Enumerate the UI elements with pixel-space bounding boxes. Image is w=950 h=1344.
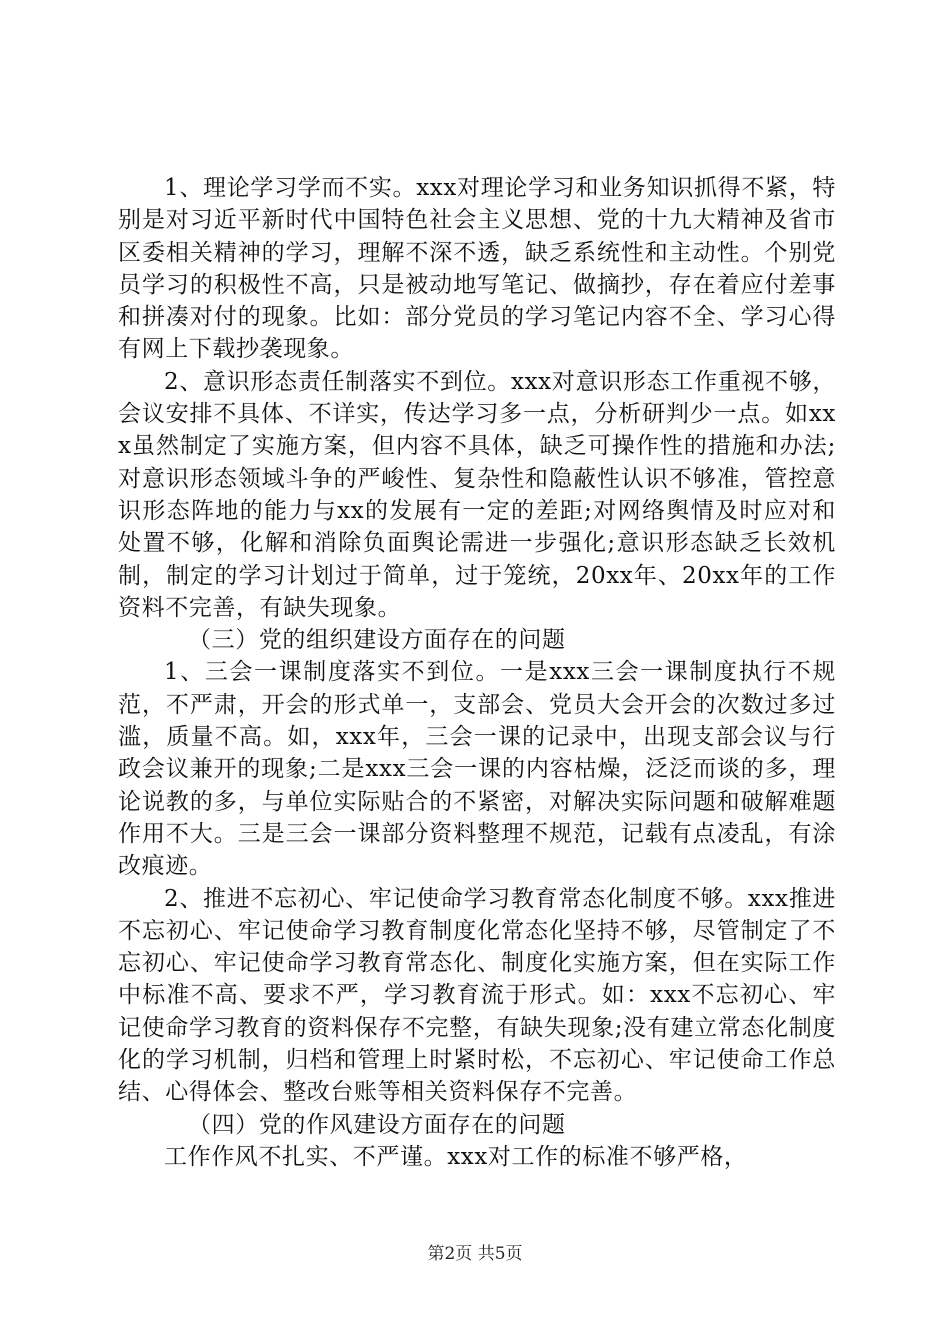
page-number-footer: 第2页 共5页 [427, 1244, 523, 1264]
paragraph-meetings-system: 1、三会一课制度落实不到位。一是xxx三会一课制度执行不规范，不严肃，开会的形式单一，支部会、党员大会开会的次数过多过滥，质量不高。如，xxx年，三会一课的记录中，出现支部会议与行政会议兼开的现象;二是xxx三会一课的内容枯燥，泛泛而谈的多，理论说教的多，与单位实际贴合的不紧密，对解决实际问题和破解难题作用不大。三是三会一课部分资料整理不规范，记载有点凌乱，有涂改痕迹。 [118, 659, 836, 880]
section-heading-organization: （三）党的组织建设方面存在的问题 [188, 627, 566, 654]
paragraph-theory-study: 1、理论学习学而不实。xxx对理论学习和业务知识抓得不紧，特别是对习近平新时代中国特色社会主义思想、党的十九大精神及省市区委相关精神的学习，理解不深不透，缺乏系统性和主动性。个别党员学习的积极性不高，只是被动地写笔记、做摘抄，存在着应付差事和拼凑对付的现象。比如：部分党员的学习笔记内容不全、学习心得有网上下载抄袭现象。 [118, 175, 836, 363]
paragraph-ideology-responsibility: 2、意识形态责任制落实不到位。xxx对意识形态工作重视不够，会议安排不具体、不详实，传达学习多一点，分析研判少一点。如xxx虽然制定了实施方案，但内容不具体，缺乏可操作性的措施和办法;对意识形态领域斗争的严峻性、复杂性和隐蔽性认识不够准，管控意识形态阵地的能力与xx的发展有一定的差距;对网络舆情及时应对和处置不够，化解和消除负面舆论需进一步强化;意识形态缺乏长效机制，制定的学习计划过于简单，过于笼统，20xx年、20xx年的工作资料不完善，有缺失现象。 [118, 368, 836, 621]
document-body [118, 172, 836, 1173]
paragraph-work-style: 工作作风不扎实、不严谨。xxx对工作的标准不够严格， [164, 1143, 748, 1170]
section-heading-work-style: （四）党的作风建设方面存在的问题 [188, 1111, 566, 1138]
paragraph-original-mission: 2、推进不忘初心、牢记使命学习教育常态化制度不够。xxx推进不忘初心、牢记使命学习教育制度化常态化坚持不够，尽管制定了不忘初心、牢记使命学习教育常态化、制度化实施方案，但在实际工作中标准不高、要求不严，学习教育流于形式。如：xxx不忘初心、牢记使命学习教育的资料保存不完整，有缺失现象;没有建立常态化制度化的学习机制，归档和管理上时紧时松，不忘初心、牢记使命工作总结、心得体会、整改台账等相关资料保存不完善。 [118, 885, 836, 1106]
